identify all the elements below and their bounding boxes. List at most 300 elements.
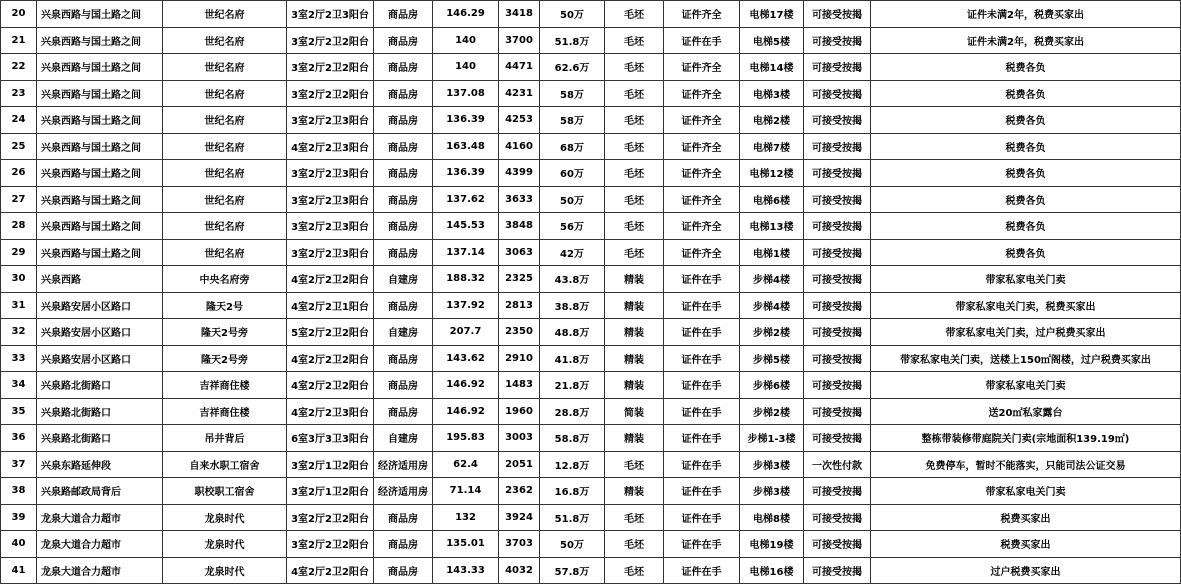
cell-unit-price: 2910 (499, 345, 540, 372)
cell-area: 137.08 (433, 80, 499, 107)
cell-community: 世纪名府 (163, 1, 287, 28)
cell-note: 证件未满2年，税费买家出 (871, 27, 1181, 54)
cell-layout: 3室2厅2卫3阳台 (287, 186, 374, 213)
cell-payment: 一次性付款 (804, 451, 871, 478)
cell-unit-price: 2051 (499, 451, 540, 478)
cell-property-type: 商品房 (374, 54, 433, 81)
table-body (1, 1, 1181, 584)
cell-note: 税费各负 (871, 239, 1181, 266)
cell-decoration: 精装 (605, 266, 664, 293)
cell-layout: 3室2厅2卫2阳台 (287, 80, 374, 107)
cell-certificate: 证件在手 (664, 266, 740, 293)
cell-floor: 步梯1-3楼 (740, 425, 804, 452)
cell-decoration: 毛坯 (605, 107, 664, 134)
cell-road: 兴泉路北街路口 (37, 398, 163, 425)
table-row (1, 345, 1181, 372)
cell-decoration: 精装 (605, 292, 664, 319)
cell-unit-price: 3848 (499, 213, 540, 240)
cell-decoration: 毛坯 (605, 504, 664, 531)
cell-number: 22 (1, 54, 37, 81)
cell-total-price: 58.8万 (540, 425, 605, 452)
cell-total-price: 56万 (540, 213, 605, 240)
cell-number: 33 (1, 345, 37, 372)
cell-road: 龙泉大道合力超市 (37, 531, 163, 558)
cell-floor: 电梯17楼 (740, 1, 804, 28)
cell-note: 带家私家电关门卖，税费买家出 (871, 292, 1181, 319)
cell-certificate: 证件齐全 (664, 186, 740, 213)
cell-certificate: 证件齐全 (664, 133, 740, 160)
cell-layout: 3室2厅2卫2阳台 (287, 531, 374, 558)
cell-total-price: 12.8万 (540, 451, 605, 478)
cell-payment: 可接受按揭 (804, 213, 871, 240)
cell-decoration: 精装 (605, 345, 664, 372)
cell-road: 兴泉路安居小区路口 (37, 292, 163, 319)
cell-property-type: 商品房 (374, 27, 433, 54)
table-row (1, 213, 1181, 240)
cell-layout: 3室2厅2卫3阳台 (287, 1, 374, 28)
cell-note: 税费买家出 (871, 531, 1181, 558)
cell-area: 136.39 (433, 160, 499, 187)
cell-floor: 步梯6楼 (740, 372, 804, 399)
cell-floor: 电梯13楼 (740, 213, 804, 240)
cell-community: 龙泉时代 (163, 531, 287, 558)
cell-road: 兴泉路北街路口 (37, 372, 163, 399)
cell-road: 兴泉东路延伸段 (37, 451, 163, 478)
cell-decoration: 毛坯 (605, 1, 664, 28)
cell-unit-price: 3418 (499, 1, 540, 28)
cell-road: 兴泉西路与国土路之间 (37, 80, 163, 107)
table-row (1, 292, 1181, 319)
cell-road: 兴泉西路与国土路之间 (37, 27, 163, 54)
cell-property-type: 自建房 (374, 319, 433, 346)
cell-community: 龙泉时代 (163, 557, 287, 584)
cell-area: 188.32 (433, 266, 499, 293)
cell-floor: 电梯3楼 (740, 80, 804, 107)
cell-payment: 可接受按揭 (804, 425, 871, 452)
cell-total-price: 50万 (540, 186, 605, 213)
cell-property-type: 商品房 (374, 557, 433, 584)
cell-payment: 可接受按揭 (804, 531, 871, 558)
cell-payment: 可接受按揭 (804, 504, 871, 531)
cell-note: 带家私家电关门卖 (871, 266, 1181, 293)
cell-unit-price: 3703 (499, 531, 540, 558)
cell-property-type: 商品房 (374, 531, 433, 558)
cell-unit-price: 4231 (499, 80, 540, 107)
cell-note: 过户税费买家出 (871, 557, 1181, 584)
cell-community: 世纪名府 (163, 160, 287, 187)
cell-floor: 步梯4楼 (740, 292, 804, 319)
cell-total-price: 57.8万 (540, 557, 605, 584)
cell-payment: 可接受按揭 (804, 372, 871, 399)
table-row (1, 398, 1181, 425)
cell-payment: 可接受按揭 (804, 1, 871, 28)
cell-total-price: 60万 (540, 160, 605, 187)
cell-decoration: 毛坯 (605, 54, 664, 81)
cell-community: 世纪名府 (163, 54, 287, 81)
cell-area: 136.39 (433, 107, 499, 134)
cell-note: 整栋带装修带庭院关门卖(宗地面积139.19㎡) (871, 425, 1181, 452)
table-row (1, 266, 1181, 293)
cell-property-type: 商品房 (374, 213, 433, 240)
cell-property-type: 商品房 (374, 504, 433, 531)
cell-layout: 3室2厅1卫2阳台 (287, 478, 374, 505)
cell-floor: 电梯2楼 (740, 107, 804, 134)
cell-layout: 4室2厅2卫3阳台 (287, 133, 374, 160)
cell-certificate: 证件在手 (664, 531, 740, 558)
cell-decoration: 毛坯 (605, 451, 664, 478)
cell-community: 吊井背后 (163, 425, 287, 452)
table-row (1, 1, 1181, 28)
table-row (1, 425, 1181, 452)
cell-floor: 电梯6楼 (740, 186, 804, 213)
cell-floor: 步梯4楼 (740, 266, 804, 293)
cell-number: 41 (1, 557, 37, 584)
cell-note: 送20㎡私家露台 (871, 398, 1181, 425)
cell-area: 143.62 (433, 345, 499, 372)
cell-payment: 可接受按揭 (804, 266, 871, 293)
cell-certificate: 证件在手 (664, 319, 740, 346)
cell-floor: 电梯14楼 (740, 54, 804, 81)
cell-road: 兴泉路北街路口 (37, 425, 163, 452)
cell-total-price: 51.8万 (540, 27, 605, 54)
table-row (1, 478, 1181, 505)
cell-layout: 4室2厅2卫2阳台 (287, 557, 374, 584)
table-row (1, 531, 1181, 558)
cell-road: 兴泉西路与国土路之间 (37, 160, 163, 187)
cell-floor: 电梯12楼 (740, 160, 804, 187)
cell-payment: 可接受按揭 (804, 319, 871, 346)
cell-number: 31 (1, 292, 37, 319)
cell-layout: 6室3厅3卫3阳台 (287, 425, 374, 452)
cell-payment: 可接受按揭 (804, 398, 871, 425)
cell-property-type: 经济适用房 (374, 451, 433, 478)
cell-property-type: 商品房 (374, 292, 433, 319)
cell-total-price: 50万 (540, 531, 605, 558)
cell-area: 140 (433, 27, 499, 54)
cell-total-price: 48.8万 (540, 319, 605, 346)
cell-property-type: 自建房 (374, 266, 433, 293)
cell-number: 20 (1, 1, 37, 28)
cell-certificate: 证件齐全 (664, 213, 740, 240)
cell-area: 146.92 (433, 398, 499, 425)
cell-number: 40 (1, 531, 37, 558)
table-row (1, 107, 1181, 134)
cell-unit-price: 3003 (499, 425, 540, 452)
cell-property-type: 商品房 (374, 372, 433, 399)
cell-certificate: 证件在手 (664, 398, 740, 425)
cell-note: 税费买家出 (871, 504, 1181, 531)
table-row (1, 319, 1181, 346)
cell-decoration: 毛坯 (605, 186, 664, 213)
cell-decoration: 毛坯 (605, 213, 664, 240)
cell-layout: 4室2厅2卫2阳台 (287, 372, 374, 399)
cell-area: 143.33 (433, 557, 499, 584)
cell-number: 24 (1, 107, 37, 134)
cell-payment: 可接受按揭 (804, 292, 871, 319)
cell-community: 世纪名府 (163, 239, 287, 266)
cell-road: 兴泉西路与国土路之间 (37, 239, 163, 266)
cell-unit-price: 3063 (499, 239, 540, 266)
cell-certificate: 证件在手 (664, 451, 740, 478)
cell-layout: 3室2厅2卫2阳台 (287, 504, 374, 531)
cell-layout: 3室2厅2卫3阳台 (287, 239, 374, 266)
cell-layout: 5室2厅2卫2阳台 (287, 319, 374, 346)
cell-certificate: 证件齐全 (664, 54, 740, 81)
cell-certificate: 证件齐全 (664, 1, 740, 28)
cell-area: 137.62 (433, 186, 499, 213)
cell-note: 带家私家电关门卖，过户税费买家出 (871, 319, 1181, 346)
cell-number: 39 (1, 504, 37, 531)
cell-road: 兴泉西路与国土路之间 (37, 213, 163, 240)
cell-community: 隆天2号旁 (163, 319, 287, 346)
cell-road: 龙泉大道合力超市 (37, 557, 163, 584)
cell-community: 世纪名府 (163, 27, 287, 54)
cell-layout: 3室2厅2卫2阳台 (287, 54, 374, 81)
cell-layout: 3室2厅2卫2阳台 (287, 27, 374, 54)
cell-community: 吉祥商住楼 (163, 398, 287, 425)
cell-unit-price: 4160 (499, 133, 540, 160)
cell-community: 世纪名府 (163, 213, 287, 240)
cell-total-price: 68万 (540, 133, 605, 160)
cell-total-price: 43.8万 (540, 266, 605, 293)
cell-floor: 电梯16楼 (740, 557, 804, 584)
cell-property-type: 商品房 (374, 80, 433, 107)
cell-road: 兴泉路安居小区路口 (37, 319, 163, 346)
table-row (1, 160, 1181, 187)
cell-decoration: 毛坯 (605, 239, 664, 266)
cell-total-price: 16.8万 (540, 478, 605, 505)
cell-certificate: 证件在手 (664, 27, 740, 54)
cell-number: 25 (1, 133, 37, 160)
cell-unit-price: 2325 (499, 266, 540, 293)
cell-total-price: 51.8万 (540, 504, 605, 531)
cell-floor: 步梯3楼 (740, 451, 804, 478)
cell-decoration: 毛坯 (605, 557, 664, 584)
cell-note: 税费各负 (871, 186, 1181, 213)
cell-payment: 可接受按揭 (804, 478, 871, 505)
cell-decoration: 毛坯 (605, 531, 664, 558)
cell-note: 带家私家电关门卖，送楼上150㎡阁楼，过户税费买家出 (871, 345, 1181, 372)
cell-road: 兴泉西路与国土路之间 (37, 54, 163, 81)
cell-property-type: 经济适用房 (374, 478, 433, 505)
cell-property-type: 商品房 (374, 239, 433, 266)
cell-payment: 可接受按揭 (804, 133, 871, 160)
cell-total-price: 28.8万 (540, 398, 605, 425)
cell-decoration: 精装 (605, 319, 664, 346)
cell-unit-price: 4253 (499, 107, 540, 134)
cell-payment: 可接受按揭 (804, 345, 871, 372)
cell-unit-price: 3924 (499, 504, 540, 531)
cell-unit-price: 4032 (499, 557, 540, 584)
cell-unit-price: 1960 (499, 398, 540, 425)
cell-number: 27 (1, 186, 37, 213)
cell-community: 吉祥商住楼 (163, 372, 287, 399)
cell-area: 137.14 (433, 239, 499, 266)
table-row (1, 451, 1181, 478)
cell-property-type: 商品房 (374, 345, 433, 372)
cell-payment: 可接受按揭 (804, 27, 871, 54)
cell-note: 证件未满2年，税费买家出 (871, 1, 1181, 28)
cell-area: 140 (433, 54, 499, 81)
cell-payment: 可接受按揭 (804, 107, 871, 134)
cell-certificate: 证件齐全 (664, 80, 740, 107)
cell-total-price: 50万 (540, 1, 605, 28)
cell-community: 世纪名府 (163, 107, 287, 134)
cell-decoration: 精装 (605, 478, 664, 505)
cell-payment: 可接受按揭 (804, 186, 871, 213)
cell-layout: 4室2厅2卫1阳台 (287, 292, 374, 319)
cell-decoration: 毛坯 (605, 27, 664, 54)
cell-certificate: 证件在手 (664, 478, 740, 505)
cell-unit-price: 1483 (499, 372, 540, 399)
cell-layout: 3室2厅2卫3阳台 (287, 160, 374, 187)
cell-community: 中央名府旁 (163, 266, 287, 293)
cell-floor: 电梯7楼 (740, 133, 804, 160)
cell-total-price: 42万 (540, 239, 605, 266)
cell-floor: 电梯8楼 (740, 504, 804, 531)
cell-layout: 3室2厅1卫2阳台 (287, 451, 374, 478)
cell-property-type: 商品房 (374, 1, 433, 28)
cell-decoration: 毛坯 (605, 80, 664, 107)
cell-area: 163.48 (433, 133, 499, 160)
cell-certificate: 证件在手 (664, 557, 740, 584)
cell-unit-price: 4399 (499, 160, 540, 187)
table-row (1, 372, 1181, 399)
cell-property-type: 商品房 (374, 186, 433, 213)
cell-area: 135.01 (433, 531, 499, 558)
cell-number: 26 (1, 160, 37, 187)
cell-road: 兴泉西路与国土路之间 (37, 1, 163, 28)
cell-payment: 可接受按揭 (804, 54, 871, 81)
cell-layout: 4室2厅2卫2阳台 (287, 345, 374, 372)
cell-road: 兴泉路安居小区路口 (37, 345, 163, 372)
cell-decoration: 毛坯 (605, 160, 664, 187)
cell-decoration: 简装 (605, 398, 664, 425)
cell-decoration: 精装 (605, 372, 664, 399)
cell-floor: 电梯1楼 (740, 239, 804, 266)
cell-payment: 可接受按揭 (804, 160, 871, 187)
cell-note: 税费各负 (871, 213, 1181, 240)
cell-area: 71.14 (433, 478, 499, 505)
cell-number: 21 (1, 27, 37, 54)
cell-total-price: 62.6万 (540, 54, 605, 81)
cell-area: 145.53 (433, 213, 499, 240)
cell-note: 税费各负 (871, 80, 1181, 107)
cell-payment: 可接受按揭 (804, 80, 871, 107)
cell-note: 税费各负 (871, 54, 1181, 81)
table-row (1, 27, 1181, 54)
cell-property-type: 自建房 (374, 425, 433, 452)
cell-road: 龙泉大道合力超市 (37, 504, 163, 531)
cell-floor: 步梯2楼 (740, 398, 804, 425)
cell-number: 37 (1, 451, 37, 478)
cell-road: 兴泉路邮政局背后 (37, 478, 163, 505)
cell-number: 30 (1, 266, 37, 293)
cell-area: 137.92 (433, 292, 499, 319)
cell-layout: 3室2厅2卫3阳台 (287, 213, 374, 240)
cell-community: 隆天2号 (163, 292, 287, 319)
cell-note: 税费各负 (871, 133, 1181, 160)
cell-property-type: 商品房 (374, 107, 433, 134)
cell-number: 23 (1, 80, 37, 107)
table-row (1, 133, 1181, 160)
cell-certificate: 证件在手 (664, 504, 740, 531)
cell-road: 兴泉西路与国土路之间 (37, 186, 163, 213)
cell-road: 兴泉西路与国土路之间 (37, 107, 163, 134)
table-row (1, 186, 1181, 213)
cell-area: 132 (433, 504, 499, 531)
cell-community: 职校职工宿舍 (163, 478, 287, 505)
cell-note: 带家私家电关门卖 (871, 372, 1181, 399)
cell-area: 146.29 (433, 1, 499, 28)
cell-unit-price: 2813 (499, 292, 540, 319)
cell-certificate: 证件齐全 (664, 160, 740, 187)
cell-area: 207.7 (433, 319, 499, 346)
cell-total-price: 58万 (540, 80, 605, 107)
cell-decoration: 精装 (605, 425, 664, 452)
cell-certificate: 证件在手 (664, 372, 740, 399)
cell-total-price: 21.8万 (540, 372, 605, 399)
cell-unit-price: 3700 (499, 27, 540, 54)
cell-note: 税费各负 (871, 160, 1181, 187)
cell-floor: 步梯3楼 (740, 478, 804, 505)
cell-number: 34 (1, 372, 37, 399)
cell-number: 28 (1, 213, 37, 240)
cell-unit-price: 2350 (499, 319, 540, 346)
cell-layout: 3室2厅2卫3阳台 (287, 107, 374, 134)
cell-community: 隆天2号旁 (163, 345, 287, 372)
table-row (1, 54, 1181, 81)
cell-note: 带家私家电关门卖 (871, 478, 1181, 505)
cell-decoration: 毛坯 (605, 133, 664, 160)
cell-community: 龙泉时代 (163, 504, 287, 531)
cell-total-price: 41.8万 (540, 345, 605, 372)
cell-number: 38 (1, 478, 37, 505)
table-row (1, 239, 1181, 266)
cell-number: 29 (1, 239, 37, 266)
cell-road: 兴泉西路 (37, 266, 163, 293)
cell-property-type: 商品房 (374, 160, 433, 187)
cell-community: 世纪名府 (163, 133, 287, 160)
cell-number: 35 (1, 398, 37, 425)
cell-payment: 可接受按揭 (804, 239, 871, 266)
cell-number: 32 (1, 319, 37, 346)
cell-certificate: 证件在手 (664, 345, 740, 372)
table-row (1, 80, 1181, 107)
cell-number: 36 (1, 425, 37, 452)
table-row (1, 504, 1181, 531)
cell-unit-price: 4471 (499, 54, 540, 81)
cell-community: 世纪名府 (163, 186, 287, 213)
cell-note: 税费各负 (871, 107, 1181, 134)
cell-payment: 可接受按揭 (804, 557, 871, 584)
cell-road: 兴泉西路与国土路之间 (37, 133, 163, 160)
cell-total-price: 38.8万 (540, 292, 605, 319)
cell-floor: 电梯5楼 (740, 27, 804, 54)
cell-community: 世纪名府 (163, 80, 287, 107)
cell-certificate: 证件在手 (664, 425, 740, 452)
cell-community: 自来水职工宿舍 (163, 451, 287, 478)
cell-property-type: 商品房 (374, 398, 433, 425)
cell-certificate: 证件齐全 (664, 107, 740, 134)
cell-unit-price: 3633 (499, 186, 540, 213)
cell-layout: 4室2厅2卫3阳台 (287, 398, 374, 425)
cell-area: 62.4 (433, 451, 499, 478)
cell-area: 146.92 (433, 372, 499, 399)
cell-certificate: 证件齐全 (664, 239, 740, 266)
cell-area: 195.83 (433, 425, 499, 452)
cell-property-type: 商品房 (374, 133, 433, 160)
